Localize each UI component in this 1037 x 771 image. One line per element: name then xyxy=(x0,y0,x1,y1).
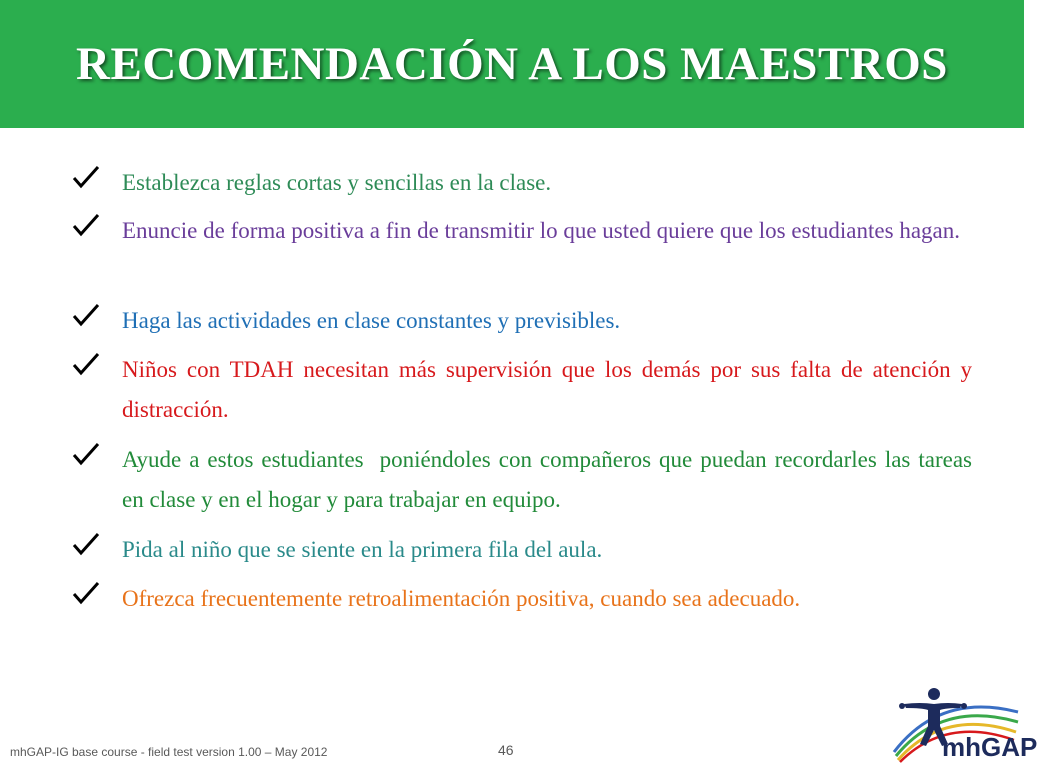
checkmark-icon xyxy=(70,211,102,239)
bullet-text: Pida al niño que se siente en la primera fila del aula. xyxy=(122,537,603,562)
footer-course-text: mhGAP-IG base course - field test version 1.00 – May 2012 xyxy=(10,745,328,759)
logo-text: mhGAP xyxy=(942,732,1037,762)
slide-title: RECOMENDACIÓN A LOS MAESTROS xyxy=(76,38,948,90)
checkmark-icon xyxy=(70,579,102,607)
checkmark-icon xyxy=(70,350,102,378)
bullet-text: Ofrezca frecuentemente retroalimentación positiva, cuando sea adecuado. xyxy=(122,586,801,611)
checkmark-icon xyxy=(70,163,102,191)
bullet-text: Enuncie de forma positiva a fin de transmitir lo que usted quiere que los estudiantes hagan. xyxy=(122,218,960,243)
bullet-text: Haga las actividades en clase constantes y previsibles. xyxy=(122,308,621,333)
mhgap-logo xyxy=(890,682,1037,766)
bullet-text: Ayude a estos estudiantes poniéndoles con compañeros que puedan recordarles las tareas en clase y en el hogar y para trabajar en equipo. xyxy=(122,447,978,512)
checkmark-icon xyxy=(70,440,102,468)
bullet-text: Niños con TDAH necesitan más supervisión que los demás por sus falta de atención y distracción. xyxy=(122,357,972,422)
checkmark-icon xyxy=(70,301,102,329)
page-number: 46 xyxy=(498,742,514,758)
bullet-text: Establezca reglas cortas y sencillas en la clase. xyxy=(122,170,552,195)
checkmark-icon xyxy=(70,530,102,558)
